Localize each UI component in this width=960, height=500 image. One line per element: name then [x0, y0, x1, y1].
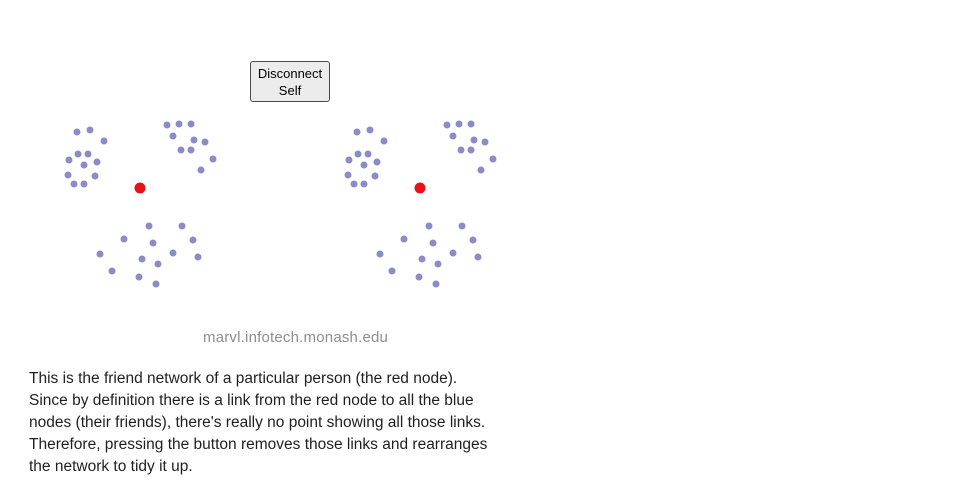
- friend-node[interactable]: [377, 251, 384, 258]
- description-paragraph: [29, 368, 487, 478]
- self-node[interactable]: [415, 183, 426, 194]
- description-line: This is the friend network of a particular person (the red node).: [29, 370, 458, 387]
- friend-node[interactable]: [459, 223, 466, 230]
- friend-node[interactable]: [367, 127, 374, 134]
- friend-node[interactable]: [450, 250, 457, 257]
- friend-node[interactable]: [381, 138, 388, 145]
- friend-node[interactable]: [361, 181, 368, 188]
- friend-node[interactable]: [351, 181, 358, 188]
- friend-node[interactable]: [433, 281, 440, 288]
- friend-node[interactable]: [435, 261, 442, 268]
- friend-node[interactable]: [456, 121, 463, 128]
- description-line: nodes (their friends), there's really no point showing all those links.: [29, 414, 486, 431]
- friend-node[interactable]: [475, 254, 482, 261]
- attribution-caption: marvl.infotech.monash.edu: [203, 329, 389, 346]
- friend-node[interactable]: [482, 139, 489, 146]
- friend-node[interactable]: [365, 151, 372, 158]
- friend-node[interactable]: [471, 137, 478, 144]
- friend-node[interactable]: [450, 133, 457, 140]
- disconnect-self-button-label-line1: Disconnect: [257, 65, 323, 81]
- friend-node[interactable]: [372, 173, 379, 180]
- friend-node[interactable]: [374, 159, 381, 166]
- friend-node[interactable]: [355, 151, 362, 158]
- friend-node[interactable]: [426, 223, 433, 230]
- friend-node[interactable]: [345, 172, 352, 179]
- friend-node[interactable]: [458, 147, 465, 154]
- friend-node[interactable]: [470, 237, 477, 244]
- friend-node[interactable]: [389, 268, 396, 275]
- friend-node[interactable]: [468, 147, 475, 154]
- friend-node[interactable]: [468, 121, 475, 128]
- friend-node[interactable]: [401, 236, 408, 243]
- disconnect-self-button-label-line2: Self: [278, 82, 302, 98]
- friend-node[interactable]: [416, 274, 423, 281]
- description-line: Therefore, pressing the button removes those links and rearranges: [29, 436, 488, 453]
- description-line: Since by definition there is a link from the red node to all the blue: [29, 392, 474, 409]
- friend-node[interactable]: [478, 167, 485, 174]
- friend-node[interactable]: [419, 256, 426, 263]
- friend-node[interactable]: [346, 157, 353, 164]
- description-line: the network to tidy it up.: [29, 458, 193, 475]
- friend-node[interactable]: [361, 162, 368, 169]
- friend-node[interactable]: [490, 156, 497, 163]
- friend-node[interactable]: [444, 122, 451, 129]
- friend-node[interactable]: [430, 240, 437, 247]
- friend-node[interactable]: [354, 129, 361, 136]
